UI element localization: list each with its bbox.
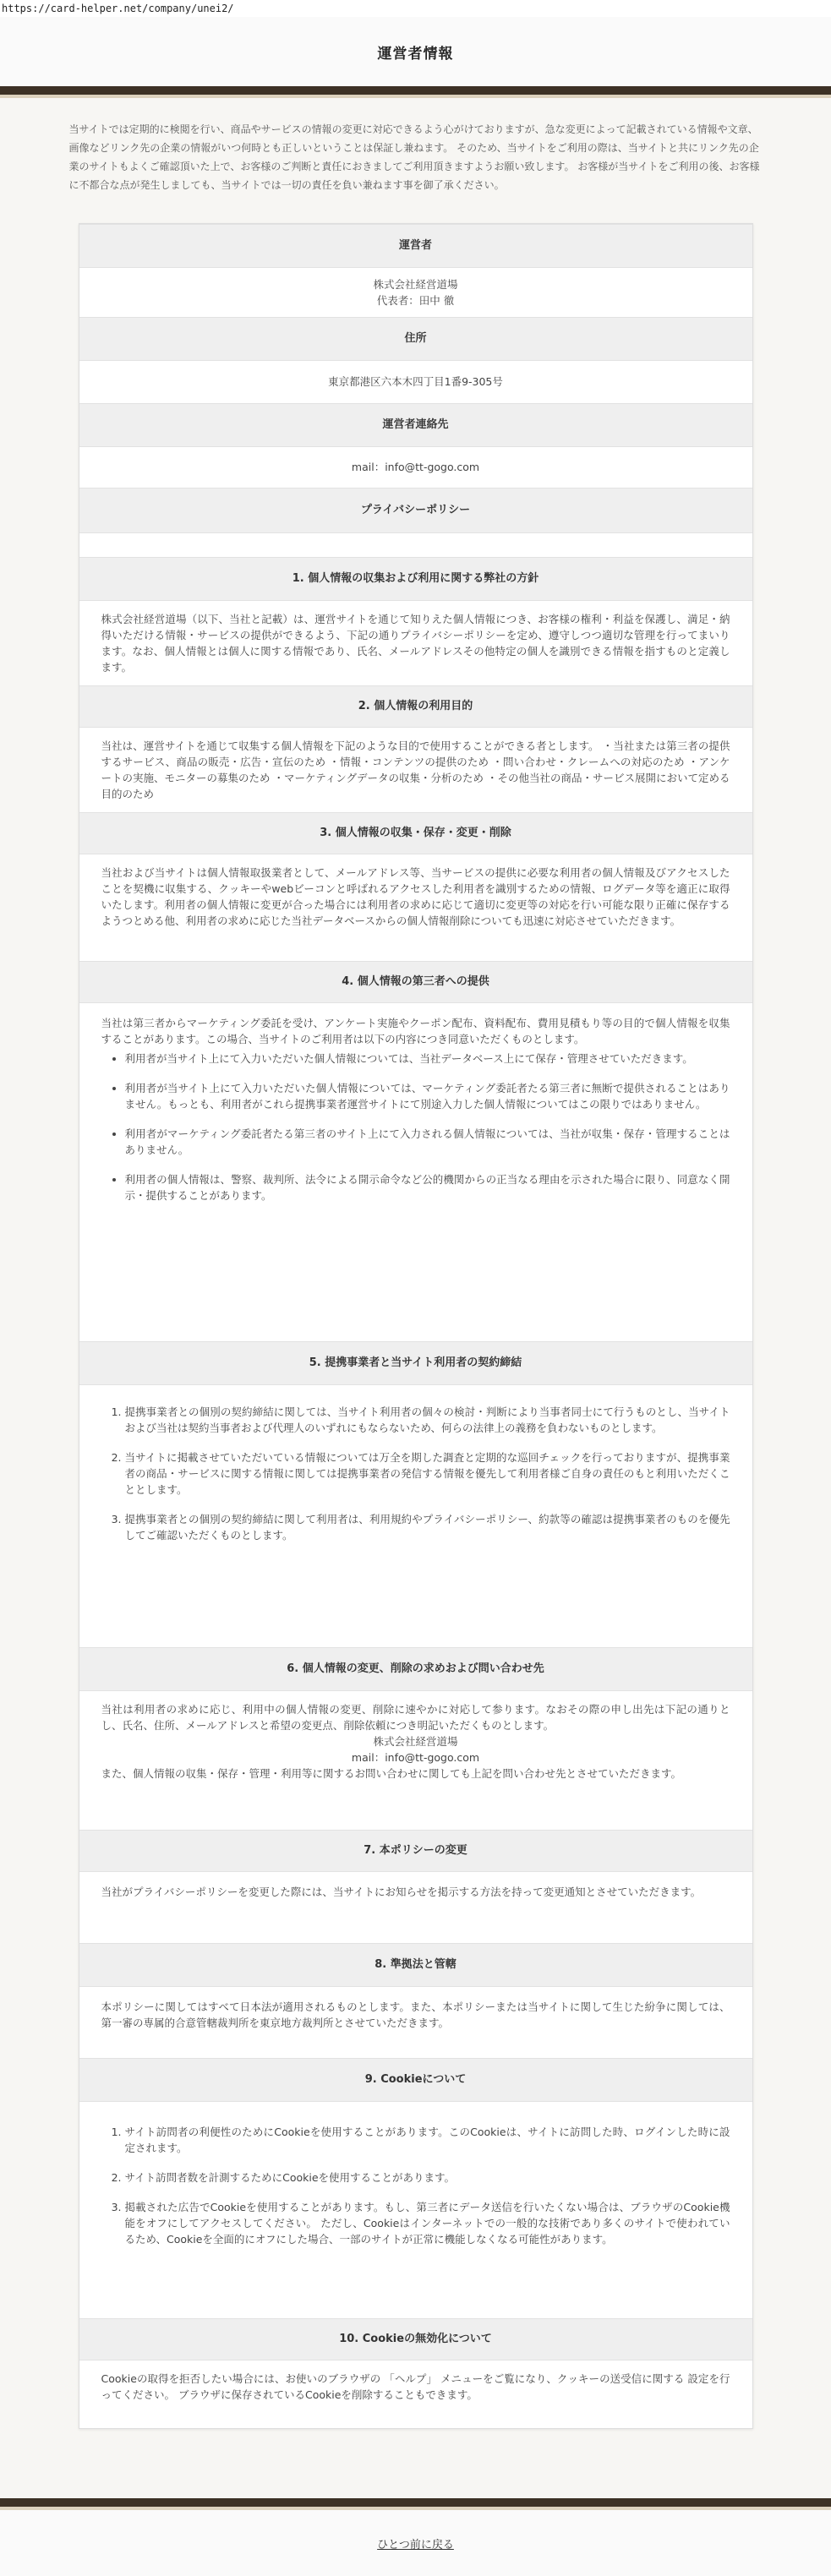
address-heading: 住所 [79, 317, 752, 361]
info-panel [79, 223, 753, 2429]
list-item: 3. 掲載された広告でCookieを使用することがあります。もし、第三者にデータ送信を行いたくない場合は、ブラウザのCookie機能をオフにしてアクセスしてください。 ただし、Cookieはインターネットでの一般的な技術であり多くのサイトで使われているため、Cookieを全面的にオフにした場合、一部のサイトが正常に機能しなくなる可能性があります。 [125, 2199, 730, 2247]
s8-body: 本ポリシーに関してはすべて日本法が適用されるものとします。また、本ポリシーまたは当サイトに関して生じた紛争に関しては、第一審の専属的合意管轄裁判所を東京地方裁判所とさせていただきます。 [101, 2000, 730, 2029]
operator-representative: 代表者：田中 徹 [376, 294, 455, 307]
contact-value: mail：info@tt-gogo.com [351, 461, 480, 473]
address-value: 東京都港区六本木四丁目1番9-305号 [328, 375, 503, 388]
privacy-policy-spacer [79, 533, 752, 557]
s4-intro: 当社は第三者からマーケティング委託を受け、アンケート実施やクーポン配布、資料配布、費用見積もり等の目的で個人情報を収集することがあります。この場合、当サイトのご利用者は以下の内容につき同意いただくものとします。 [101, 1017, 730, 1045]
list-item: • 利用者の個人情報は、警察、裁判所、法令による開示命令など公的機関からの正当なる理由を示された場合に限り、同意なく開示・提供することがあります。 [125, 1171, 730, 1203]
s5-heading: 5. 提携事業者と当サイト利用者の契約締結 [79, 1341, 752, 1385]
s4-body [79, 1003, 752, 1341]
header-divider [0, 86, 831, 95]
s3-body: 当社および当サイトは個人情報取扱業者として、メールアドレス等、当サービスの提供に必要な利用者の個人情報及びアクセスしたことを契機に収集する、クッキーやwebビーコンと呼ばれるアクセスした利用者を識別するための情報、ログデータ等を適正に取得いたします。利用者の個人情報に変更が合った場合には利用者の求めに応じて適切に変更等の対応を行い可能な限り正確に保存するようつとめる他、利用者の求めに応じた当社データベースからの個人情報削除についても迅速に対応させていただきます。 [101, 866, 730, 927]
list-item: 1. サイト訪問者の利便性のためにCookieを使用することがあります。このCookieは、サイトに訪問した時、ログインした時に設定されます。 [125, 2124, 730, 2156]
s2-heading: 2. 個人情報の利用目的 [79, 685, 752, 728]
privacy-policy-heading: プライバシーポリシー [79, 488, 752, 533]
url-bar: https://card-helper.net/company/unei2/ [0, 0, 831, 17]
contact-heading: 運営者連絡先 [79, 403, 752, 447]
back-link[interactable]: ひとつ前に戻る [377, 2538, 454, 2551]
list-item: 3. 提携事業者との個別の契約締結に関して利用者は、利用規約やプライバシーポリシー、約款等の確認は提携事業者のものを優先してご確認いただくものとします。 [125, 1511, 730, 1543]
footer-divider [0, 2498, 831, 2510]
page-footer [0, 2510, 831, 2576]
s6-after: また、個人情報の収集・保存・管理・利用等に関するお問い合わせに関しても上記を問い合わせ先とさせていただきます。 [101, 1767, 682, 1780]
s1-body: 株式会社経営道場（以下、当社と記載）は、運営サイトを通じて知りえた個人情報につき、お客様の権利・利益を保護し、満足・納得いただける情報・サービスの提供ができるよう、下記の通りプライバシーポリシーを定め、遵守しつつ適切な管理を行ってまいります。なお、個人情報とは個人に関する情報であり、氏名、メールアドレスその他特定の個人を識別できる情報を指すものと定義します。 [101, 613, 730, 674]
list-item: 1. 提携事業者との個別の契約締結に関しては、当サイト利用者の個々の検討・判断により当事者同士にて行うものとし、当サイトおよび当社は契約当事者および代理人のいずれにもならないため、何らの法律上の義務を負わないものとします。 [125, 1404, 730, 1436]
s6-intro: 当社は利用者の求めに応じ、利用中の個人情報の変更、削除に速やかに対応して参ります。なおその際の申し出先は下記の通りとし、氏名、住所、メールアドレスと希望の変更点、削除依頼につき明記いただくものとします。 [101, 1703, 730, 1732]
s7-body: 当社がプライバシーポリシーを変更した際には、当サイトにお知らせを掲示する方法を持って変更通知とさせていただきます。 [101, 1886, 702, 1898]
s6-company: 株式会社経営道場 [373, 1735, 458, 1748]
s9-body [79, 2102, 752, 2318]
list-item: 2. 当サイトに掲載させていただいている情報については万全を期した調査と定期的な巡回チェックを行っておりますが、提携事業者の商品・サービスに関する情報に関しては提携事業者の発信する情報を優先して利用者様ご自身の責任のもと利用いただくこととします。 [125, 1449, 730, 1498]
s3-heading: 3. 個人情報の収集・保存・変更・削除 [79, 812, 752, 854]
operator-company: 株式会社経営道場 [373, 278, 458, 291]
list-item: 2. サイト訪問者数を計測するためにCookieを使用することがあります。 [125, 2169, 730, 2186]
intro-text: 当サイトでは定期的に検閲を行い、商品やサービスの情報の変更に対応できるよう心がけておりますが、急な変更によって記載されている情報や文章、画像などリンク先の企業の情報がいつ何時とも正しいということは保証し兼ねます。 そのため、当サイトをご利用の際は、当サイトと共にリンク先の企業のサイトもよくご確認頂いた上で、お客様のご判断と責任におきましてご利用頂きますようお願い致します。 お客様が当サイトをご利用の後、お客様に不都合な点が発生しましても、当サイトでは一切の責任を負い兼ねます事を御了承ください。 [68, 123, 760, 191]
s2-body: 当社は、運営サイトを通じて収集する個人情報を下記のような目的で使用することができる者とします。 ・当社または第三者の提供するサービス、商品の販売・広告・宣伝のため ・情報・コンテンツの提供のため ・問い合わせ・クレームへの対応のため ・アンケートの実施、モニターの募集のため ・マーケティングデータの収集・分析のため ・その他当社の商品・サービス展開において定める目的のため [101, 740, 730, 800]
s5-body [79, 1385, 752, 1647]
operator-body [79, 268, 752, 317]
list-item: • 利用者が当サイト上にて入力いただいた個人情報については、マーケティング委託者たる第三者に無断で提供されることはありません。もっとも、利用者がこれら提携事業者運営サイトにて別途入力した個人情報についてはこの限りではありません。 [125, 1080, 730, 1112]
s7-heading: 7. 本ポリシーの変更 [79, 1830, 752, 1872]
operator-heading: 運営者 [79, 224, 752, 268]
s4-list [101, 1051, 730, 1203]
footer-dark-bar [0, 2498, 831, 2507]
s6-mail: mail：info@tt-gogo.com [351, 1751, 480, 1764]
list-item: • 利用者がマーケティング委託者たる第三者のサイト上にて入力される個人情報については、当社が収集・保存・管理することはありません。 [125, 1126, 730, 1158]
s9-list [101, 2124, 730, 2247]
s10-body: Cookieの取得を拒否したい場合には、お使いのブラウザの 「ヘルプ」 メニューをご覧になり、クッキーの送受信に関する 設定を行ってください。 ブラウザに保存されているCookieを削除することもできます。 [101, 2372, 730, 2401]
s4-heading: 4. 個人情報の第三者への提供 [79, 961, 752, 1003]
s8-heading: 8. 準拠法と管轄 [79, 1943, 752, 1987]
s6-body [79, 1691, 752, 1830]
s10-heading: 10. Cookieの無効化について [79, 2318, 752, 2360]
page-header [0, 17, 831, 86]
s1-heading: 1. 個人情報の収集および利用に関する弊社の方針 [79, 557, 752, 601]
s5-list [101, 1404, 730, 1543]
s6-heading: 6. 個人情報の変更、削除の求めおよび問い合わせ先 [79, 1647, 752, 1691]
s9-heading: 9. Cookieについて [79, 2058, 752, 2102]
page-title: 運営者情報 [377, 45, 454, 63]
list-item: • 利用者が当サイト上にて入力いただいた個人情報については、当社データベース上にて保存・管理させていただきます。 [125, 1051, 730, 1067]
